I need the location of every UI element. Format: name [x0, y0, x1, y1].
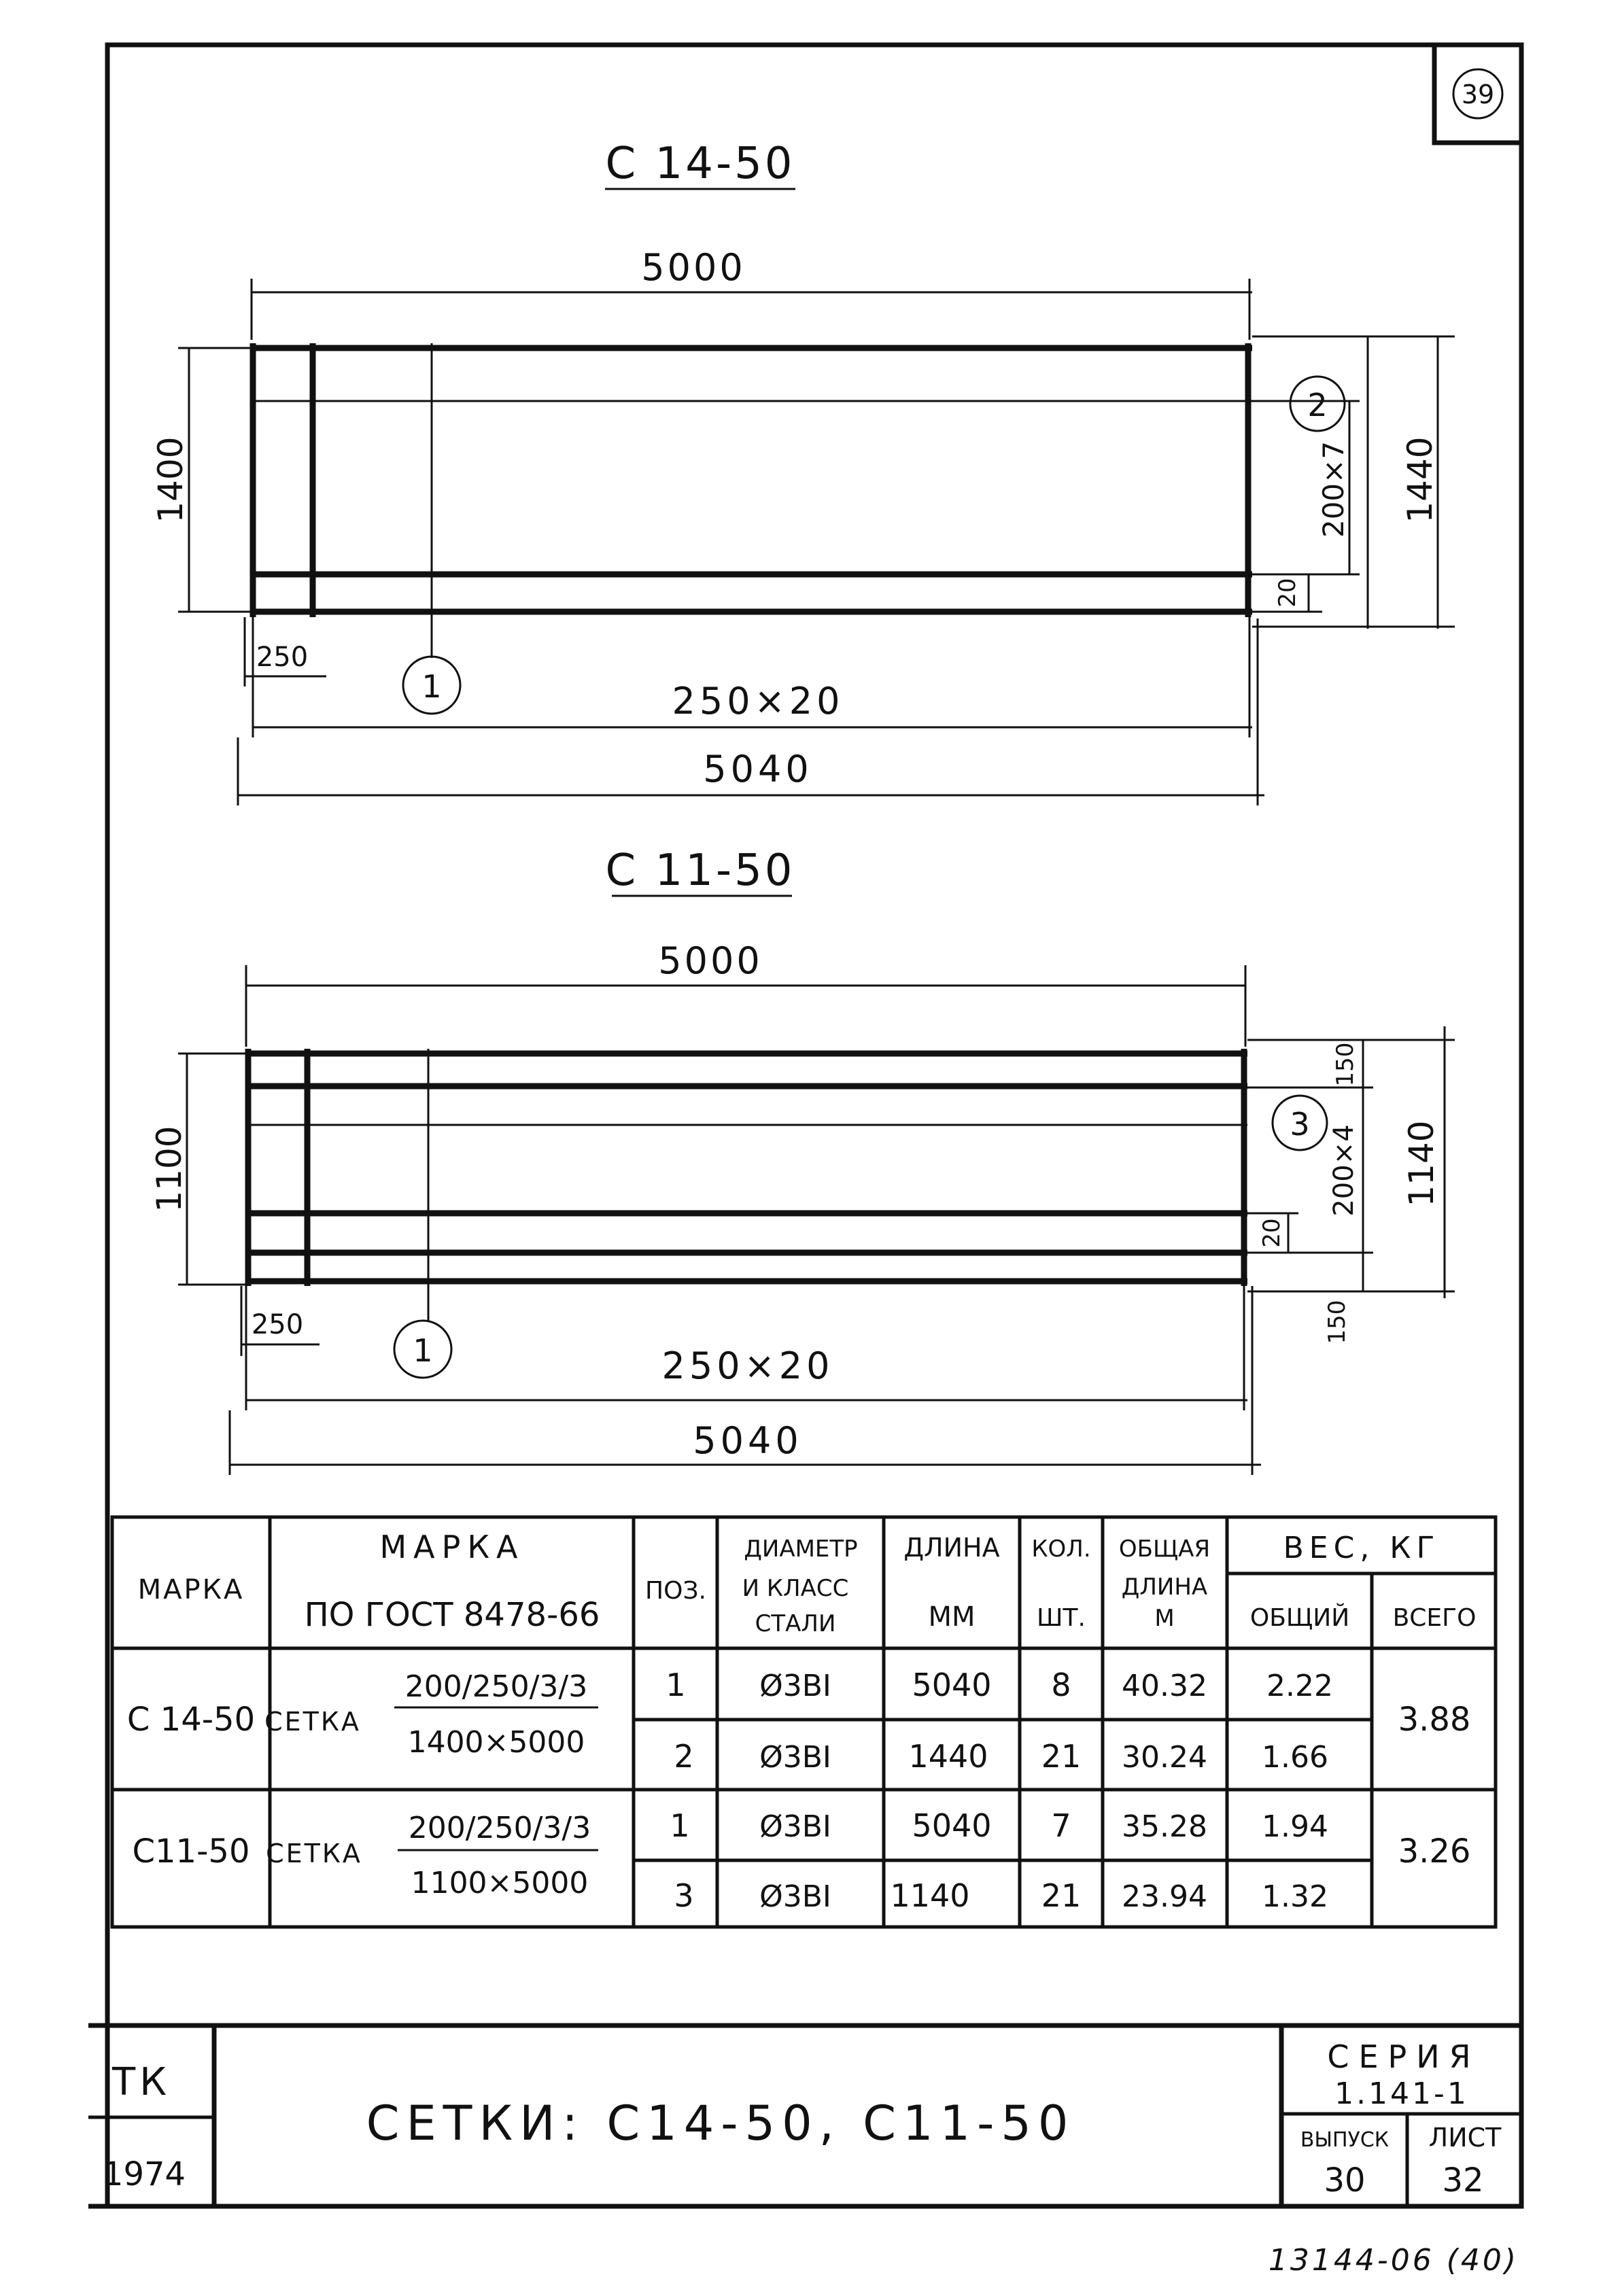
cell-marka: С 14-50	[126, 1701, 256, 1739]
title-block-sheet-label: ЛИСТ	[1428, 2123, 1502, 2153]
cell-weight-all: 3.26	[1398, 1832, 1471, 1871]
table-header	[138, 1529, 1477, 1637]
cell-qty: 7	[1051, 1807, 1071, 1844]
dimension-top	[252, 246, 1252, 340]
callout-position-3-label: 3	[1290, 1106, 1310, 1143]
header-total-len-line2: ДЛИНА	[1121, 1573, 1208, 1601]
cell-diam: Ø3BI	[759, 1740, 831, 1775]
header-diam-line1: ДИАМЕТР	[744, 1535, 858, 1563]
footer-code: 13144-06 (40)	[1268, 2243, 1519, 2278]
header-weight-total: ОБЩИЙ	[1249, 1604, 1350, 1632]
dimension-bottom	[230, 1286, 1261, 1475]
cell-setka-numerator: 200/250/3/3	[404, 1669, 588, 1704]
callout-position-1-label: 1	[413, 1332, 433, 1369]
dim-250x20-label: 250×20	[661, 1344, 834, 1387]
cell-marka: С11-50	[132, 1832, 250, 1871]
dim-20-label: 20	[1258, 1218, 1285, 1248]
dim-20-label: 20	[1274, 578, 1301, 608]
cell-total-len: 23.94	[1122, 1879, 1207, 1914]
cell-weight: 1.32	[1262, 1879, 1328, 1914]
dim-5040-label: 5040	[703, 748, 813, 790]
drawing-title: С 11-50	[605, 846, 795, 896]
drawing-title: С 14-50	[605, 139, 795, 189]
dim-150-bottom-label: 150	[1324, 1300, 1351, 1344]
drawing-c14-50	[151, 139, 1455, 805]
dim-1140-label: 1140	[1402, 1120, 1441, 1207]
dim-1400-label: 1400	[151, 436, 190, 523]
header-weight: ВЕС, КГ	[1283, 1531, 1440, 1565]
cell-pos: 2	[674, 1738, 694, 1775]
header-weight-all: ВСЕГО	[1392, 1604, 1477, 1632]
cell-diam: Ø3BI	[759, 1879, 831, 1914]
cell-pos: 3	[674, 1877, 694, 1914]
table-row	[666, 1667, 1333, 1703]
dim-150-top-label: 150	[1332, 1042, 1359, 1087]
sheet-badge-number: 39	[1461, 80, 1495, 109]
title-block-series-value: 1.141-1	[1334, 2076, 1469, 2111]
dim-1100-label: 1100	[150, 1126, 189, 1213]
header-pos: ПОЗ.	[645, 1577, 706, 1605]
sheet-badge	[1434, 45, 1521, 143]
header-total-len-line3: М	[1154, 1605, 1175, 1632]
cell-qty: 8	[1051, 1667, 1071, 1703]
cell-diam: Ø3BI	[759, 1669, 831, 1703]
cell-qty: 21	[1041, 1877, 1082, 1914]
table-row	[674, 1738, 1328, 1775]
cell-setka-numerator: 200/250/3/3	[408, 1811, 591, 1845]
dimension-right	[1252, 336, 1455, 629]
cell-length: 1440	[908, 1738, 988, 1775]
dim-250x20-label: 250×20	[672, 680, 844, 723]
cell-total-len: 40.32	[1122, 1669, 1207, 1703]
table-row	[674, 1877, 1328, 1914]
dim-5000-label: 5000	[641, 246, 746, 289]
title-block-year: 1974	[102, 2155, 186, 2193]
title-block-title: СЕТКИ: С14-50, С11-50	[366, 2095, 1075, 2151]
cell-length: 5040	[912, 1807, 992, 1844]
cell-total-len: 35.28	[1122, 1809, 1207, 1844]
cell-diam: Ø3BI	[759, 1809, 831, 1844]
dim-200x7-label: 200×7	[1317, 440, 1350, 538]
cell-length: 5040	[912, 1667, 992, 1703]
cell-setka-denominator: 1400×5000	[407, 1725, 585, 1760]
dimension-left	[151, 348, 253, 612]
header-gost-line2: ПО ГОСТ 8478-66	[304, 1596, 600, 1634]
callout-position-2-label: 2	[1307, 387, 1328, 423]
header-marka: МАРКА	[137, 1574, 245, 1605]
cell-setka-label: СЕТКА	[266, 1839, 362, 1868]
dim-250-label: 250	[251, 1309, 304, 1340]
mesh-c11-50	[246, 1049, 1247, 1286]
specification-table	[112, 1517, 1496, 1927]
title-block-series-label: СЕРИЯ	[1327, 2038, 1481, 2075]
header-gost-line1: МАРКА	[379, 1529, 525, 1565]
cell-pos: 1	[670, 1807, 690, 1844]
title-block-org: ТК	[112, 2060, 171, 2104]
header-length-line1: ДЛИНА	[903, 1533, 1000, 1563]
title-block	[88, 2025, 1521, 2206]
cell-weight-all: 3.88	[1398, 1701, 1471, 1739]
dim-5040-label: 5040	[693, 1419, 803, 1462]
title-block-sheet-value: 32	[1442, 2161, 1484, 2199]
dim-1440-label: 1440	[1400, 436, 1440, 523]
header-qty-line2: ШТ.	[1037, 1604, 1086, 1632]
header-total-len-line1: ОБЩАЯ	[1118, 1535, 1211, 1563]
dimension-left	[150, 1054, 246, 1285]
header-diam-line3: СТАЛИ	[755, 1610, 836, 1637]
title-block-issue-value: 30	[1324, 2161, 1366, 2199]
cell-pos: 1	[666, 1667, 686, 1703]
cell-weight: 1.66	[1262, 1740, 1328, 1775]
drawing-c11-50	[150, 846, 1455, 1475]
header-length-line2: ММ	[928, 1601, 976, 1633]
mesh-c14-50	[253, 343, 1252, 617]
callout-position-1-label: 1	[421, 668, 442, 705]
cell-setka-denominator: 1100×5000	[411, 1866, 589, 1900]
header-qty-line1: КОЛ.	[1031, 1535, 1091, 1563]
dimension-bottom	[238, 617, 1264, 805]
dim-5000-label: 5000	[658, 939, 763, 982]
dim-250-label: 250	[256, 642, 309, 673]
title-block-issue-label: ВЫПУСК	[1300, 2128, 1390, 2152]
cell-total-len: 30.24	[1122, 1740, 1207, 1775]
cell-qty: 21	[1041, 1738, 1082, 1775]
cell-length: 1140	[890, 1877, 970, 1914]
cell-weight: 1.94	[1262, 1809, 1328, 1844]
cell-setka-label: СЕТКА	[264, 1707, 361, 1737]
cell-weight: 2.22	[1266, 1669, 1333, 1703]
dimension-right	[1247, 1026, 1455, 1344]
dim-200x4-label: 200×4	[1328, 1124, 1360, 1217]
header-diam-line2: И КЛАСС	[742, 1575, 849, 1602]
table-row	[670, 1807, 1328, 1844]
dimension-top	[246, 939, 1245, 1047]
